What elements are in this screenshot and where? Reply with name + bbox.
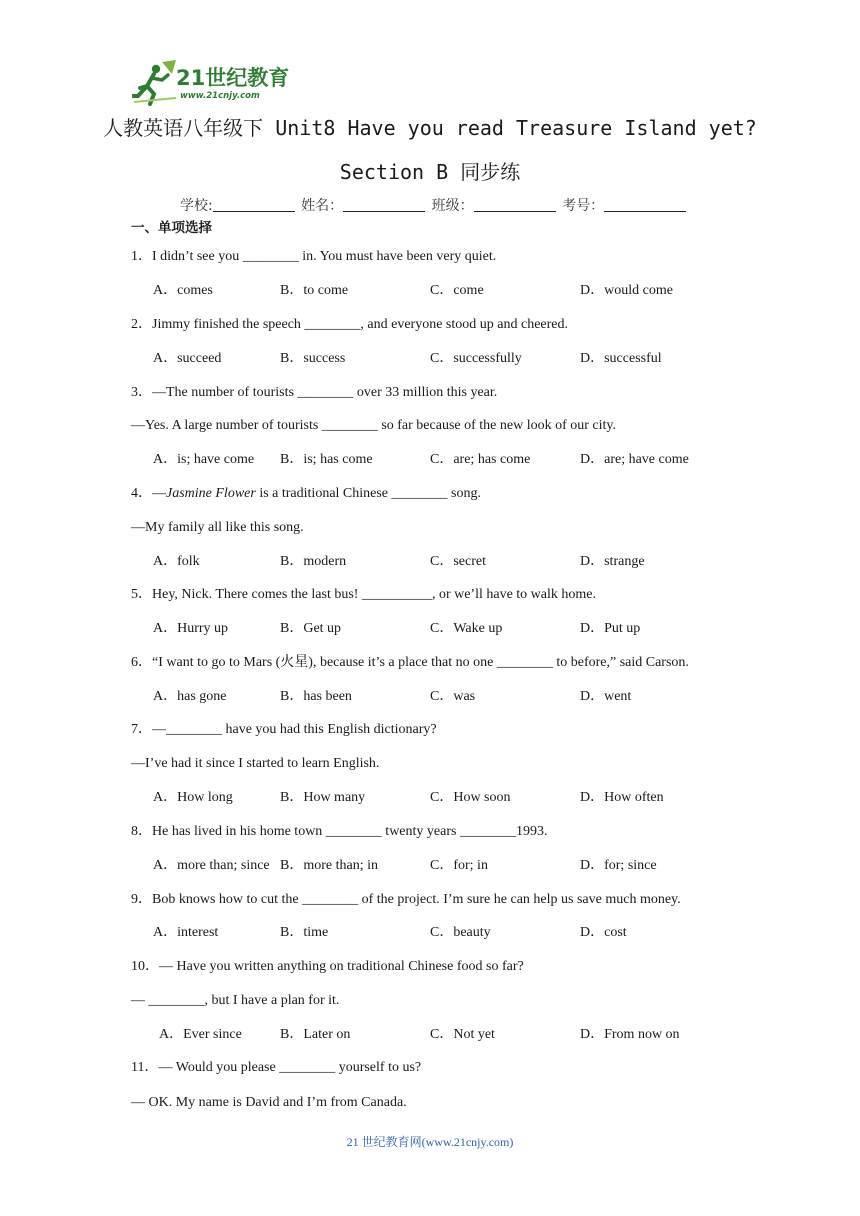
- question-4-options: [0, 552, 860, 572]
- option-c: C．come: [430, 283, 484, 298]
- option-b: B．to come: [280, 283, 349, 298]
- option-c: C．secret: [430, 554, 486, 569]
- option-b: B．is; has come: [280, 452, 373, 467]
- option-a: A．How long: [153, 790, 233, 805]
- option-d: D．Put up: [580, 621, 641, 636]
- option-a: A．is; have come: [153, 452, 255, 467]
- option-c: C．was: [430, 689, 476, 704]
- option-b: B．Later on: [280, 1027, 351, 1042]
- option-a: A．more than; since: [153, 858, 270, 873]
- option-b: B．time: [280, 925, 329, 940]
- question-2-stem: 2．Jimmy finished the speech ________, and everyone stood up and cheered.: [131, 317, 569, 332]
- question-10-stem: 10．— Have you written anything on traditional Chinese food so far?: [131, 959, 524, 974]
- option-c: C．successfully: [430, 351, 522, 366]
- question-4-prefix: 4．—: [131, 486, 166, 501]
- option-a: A．Hurry up: [153, 621, 229, 636]
- question-3-stem: 3．—The number of tourists ________ over 33 million this year.: [131, 385, 498, 400]
- class-blank: [474, 197, 556, 212]
- option-d: D．How often: [580, 790, 664, 805]
- question-6-options: [0, 687, 860, 707]
- name-blank: [343, 197, 425, 212]
- option-b: B．How many: [280, 790, 366, 805]
- option-d: D．would come: [580, 283, 673, 298]
- option-d: D．for; since: [580, 858, 657, 873]
- exam-number-blank: [604, 197, 686, 212]
- option-a: A．interest: [153, 925, 219, 940]
- logo-brand-text: 21世纪教育: [176, 66, 290, 90]
- question-7-options: [0, 788, 860, 808]
- option-a: A．has gone: [153, 689, 227, 704]
- site-logo: [132, 60, 297, 106]
- question-10-response: — ________, but I have a plan for it.: [131, 993, 340, 1008]
- option-c: C．Not yet: [430, 1027, 495, 1042]
- question-3-response: —Yes. A large number of tourists ________ so far because of the new look of our city.: [131, 418, 616, 433]
- option-c: C．are; has come: [430, 452, 531, 467]
- question-9-options: [0, 923, 860, 943]
- option-a: A．Ever since: [159, 1027, 242, 1042]
- option-d: D．went: [580, 689, 632, 704]
- section-heading: 一、单项选择: [131, 220, 212, 236]
- option-b: B．has been: [280, 689, 352, 704]
- question-5-stem: 5．Hey, Nick. There comes the last bus! __________, or we’ll have to walk home.: [131, 587, 597, 602]
- question-2-options: [0, 349, 860, 369]
- option-d: D．cost: [580, 925, 627, 940]
- option-b: B．success: [280, 351, 346, 366]
- option-d: D．are; have come: [580, 452, 689, 467]
- option-b: B．modern: [280, 554, 347, 569]
- option-a: A．succeed: [153, 351, 222, 366]
- school-label: 学校:: [180, 198, 213, 214]
- logo-url-text: www.21cnjy.com: [180, 91, 260, 101]
- song-title: Jasmine Flower: [166, 486, 256, 501]
- option-a: A．folk: [153, 554, 200, 569]
- option-a: A．comes: [153, 283, 213, 298]
- question-5-options: [0, 619, 860, 639]
- option-b: B．Get up: [280, 621, 342, 636]
- option-d: D．strange: [580, 554, 645, 569]
- question-6-stem: 6．“I want to go to Mars (火星), because it’s a place that no one ________ to before,” said Carson.: [131, 655, 689, 670]
- question-1-options: [0, 281, 860, 301]
- question-3-options: [0, 450, 860, 470]
- question-1-stem: 1．I didn’t see you ________ in. You must have been very quiet.: [131, 249, 497, 264]
- document-subtitle: Section B 同步练: [339, 160, 521, 184]
- option-c: C．beauty: [430, 925, 491, 940]
- class-label: 班级：: [431, 198, 474, 214]
- question-8-stem: 8．He has lived in his home town ________ twenty years ________1993.: [131, 824, 548, 839]
- question-7-stem: 7．—________ have you had this English dictionary?: [131, 722, 437, 737]
- question-4-response: —My family all like this song.: [131, 520, 304, 535]
- question-4-suffix: is a traditional Chinese ________ song.: [255, 486, 481, 501]
- option-c: C．How soon: [430, 790, 511, 805]
- option-c: C．Wake up: [430, 621, 503, 636]
- option-c: C．for; in: [430, 858, 488, 873]
- student-info-row: [180, 196, 688, 216]
- page-footer: 21 世纪教育网(www.21cnjy.com): [346, 1135, 514, 1149]
- question-10-options: [0, 1025, 860, 1045]
- question-11-stem: 11．— Would you please ________ yourself to us?: [131, 1060, 422, 1075]
- runner-logo-icon: [132, 60, 180, 106]
- question-4-stem: [131, 484, 481, 504]
- exam-number-label: 考号：: [562, 198, 605, 214]
- question-8-options: [0, 856, 860, 876]
- question-11-response: — OK. My name is David and I’m from Canada.: [131, 1095, 407, 1110]
- option-b: B．more than; in: [280, 858, 378, 873]
- document-title: 人教英语八年级下 Unit8 Have you read Treasure Island yet?: [103, 116, 757, 140]
- name-label: 姓名：: [301, 198, 344, 214]
- option-d: D．From now on: [580, 1027, 680, 1042]
- school-blank: [213, 197, 295, 212]
- question-7-response: —I’ve had it since I started to learn English.: [131, 756, 380, 771]
- option-d: D．successful: [580, 351, 662, 366]
- question-9-stem: 9．Bob knows how to cut the ________ of the project. I’m sure he can help us save much money.: [131, 892, 681, 907]
